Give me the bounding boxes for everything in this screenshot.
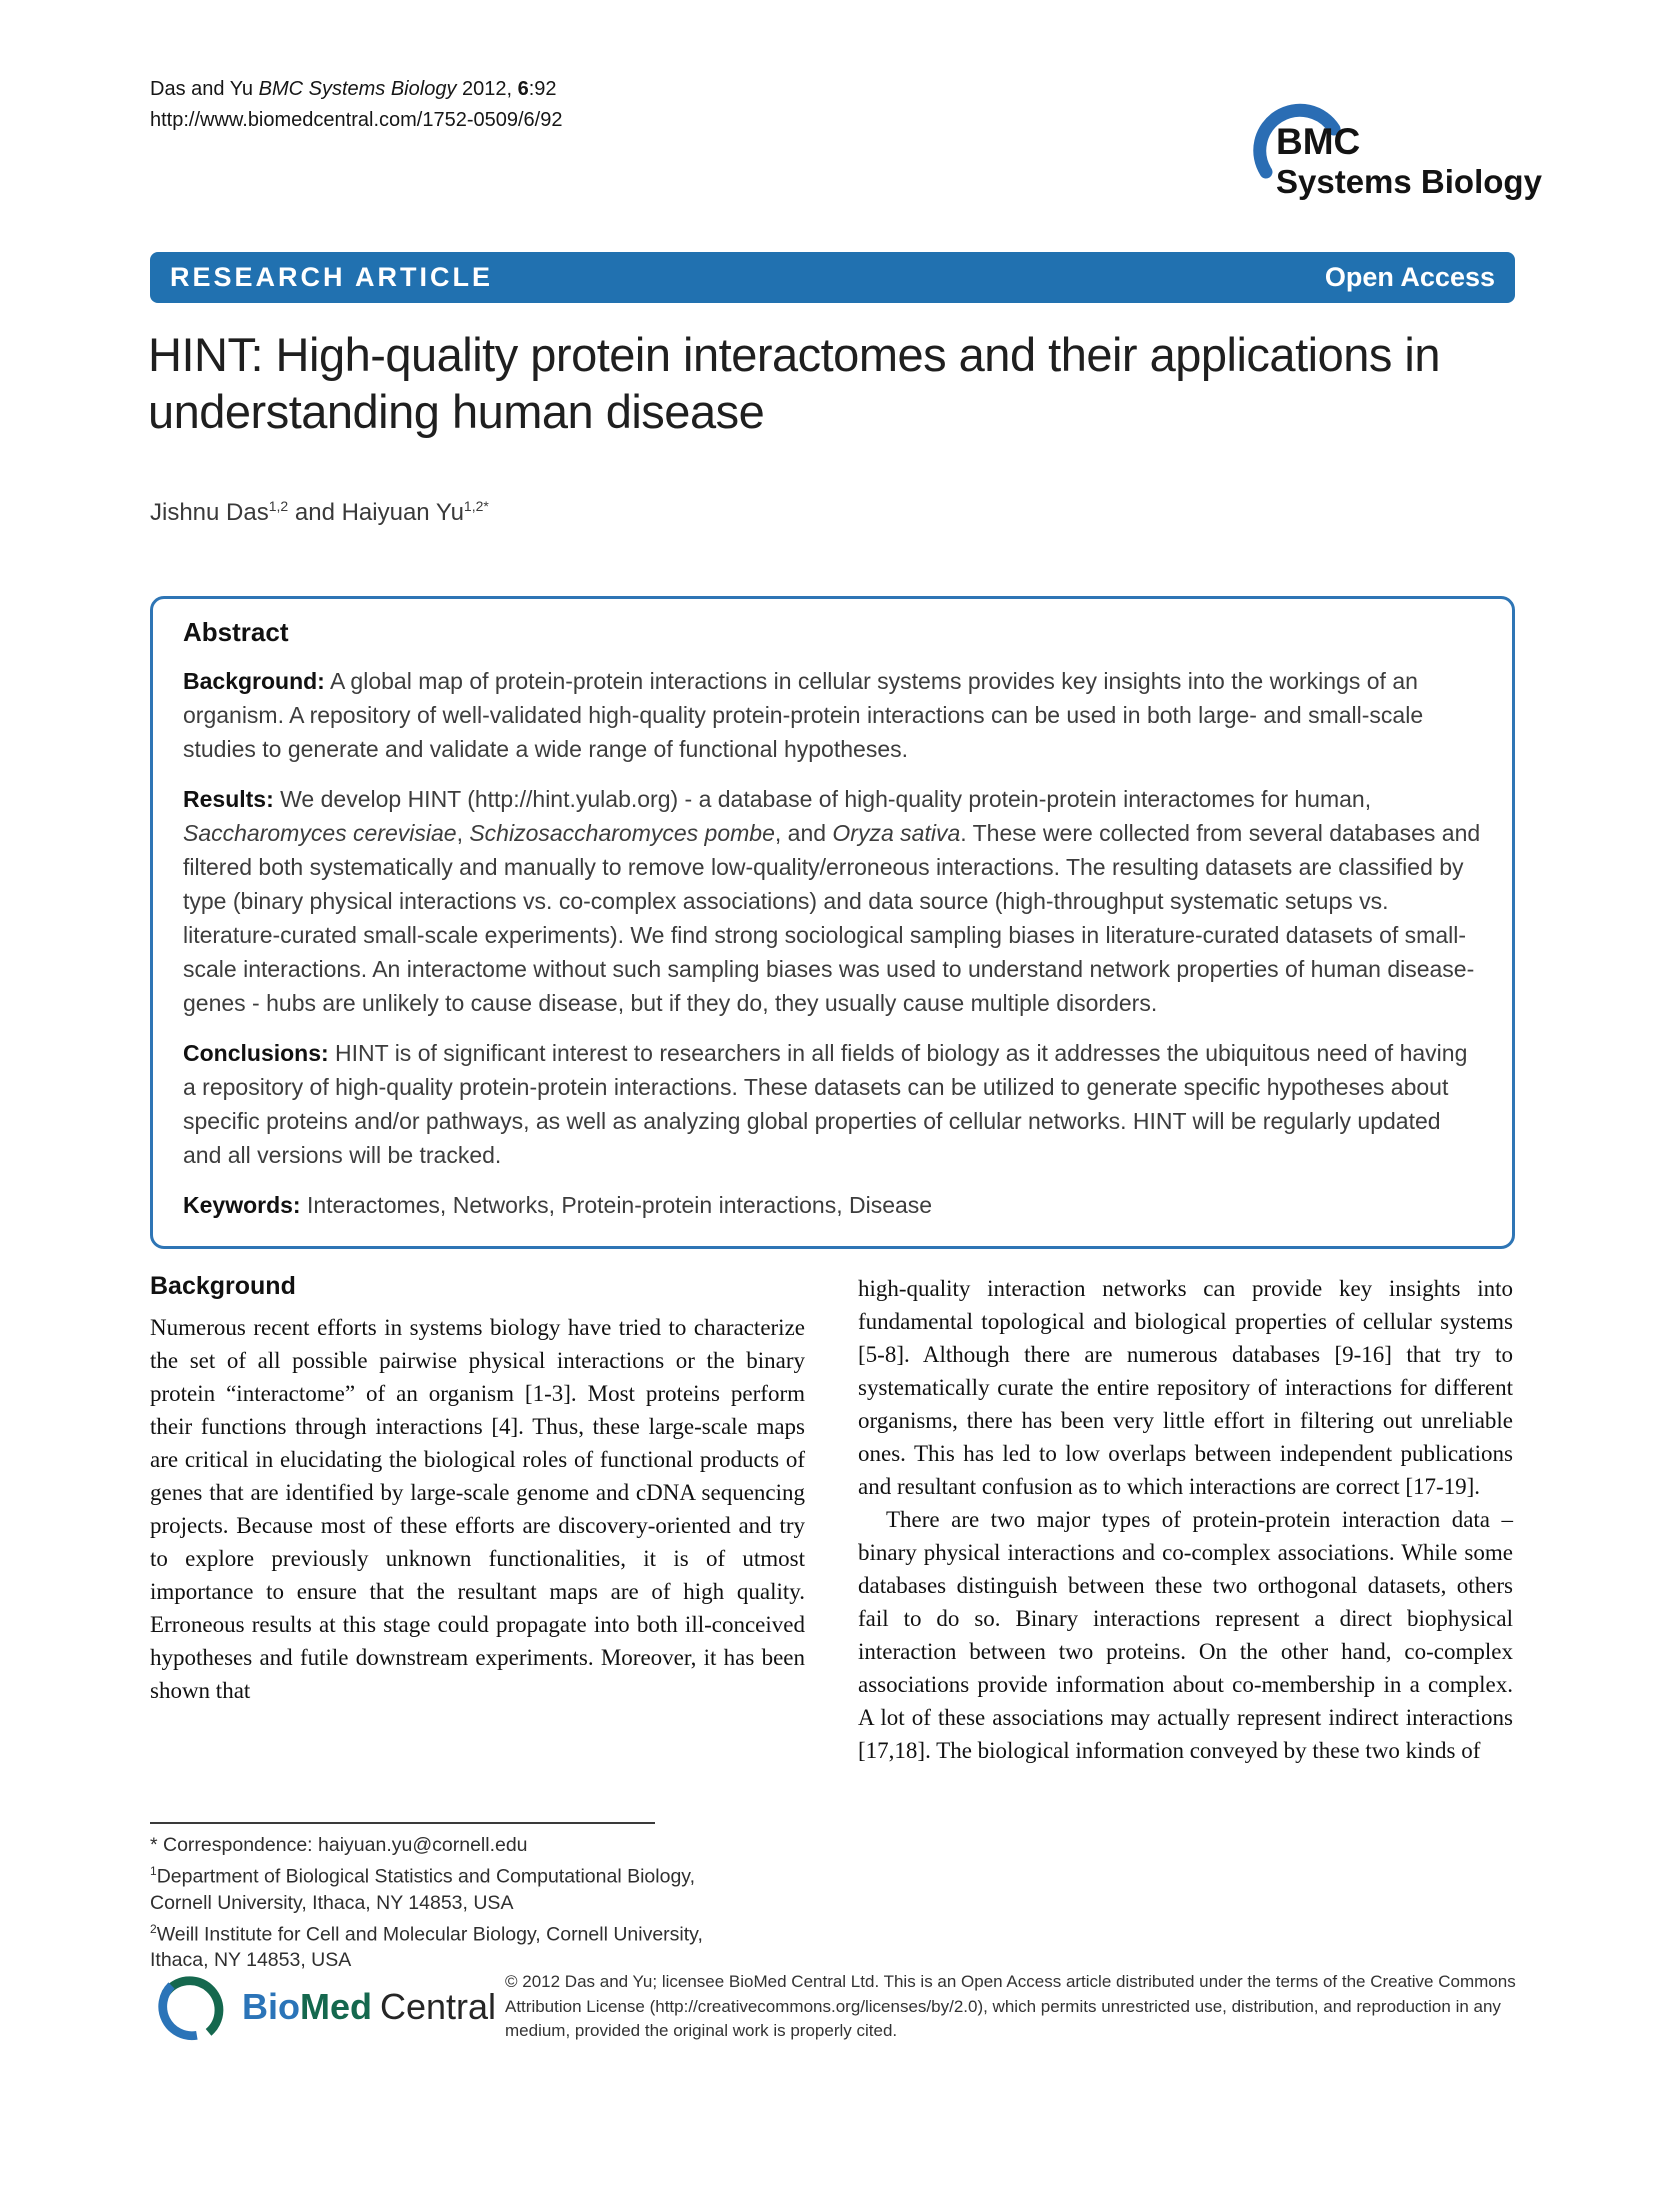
author-2-affiliations: 1,2*	[463, 498, 489, 514]
logo-bio: Bio	[242, 1986, 300, 2027]
biomed-circle-icon	[152, 1968, 230, 2046]
conclusions-label: Conclusions:	[183, 1040, 329, 1066]
article-type-banner	[150, 252, 1515, 303]
background-label: Background:	[183, 668, 325, 694]
abstract-box	[150, 596, 1515, 1249]
citation-journal: BMC Systems Biology	[258, 78, 457, 100]
biomed-central-wordmark	[242, 1986, 496, 2028]
authors-line	[150, 498, 489, 527]
results-label: Results:	[183, 786, 274, 812]
license-text: © 2012 Das and Yu; licensee BioMed Central Ltd. This is an Open Access article distributed under the terms of the Creative Commons Attribution License (http://creativecommons.org/licenses/by/2.0), which permits unrestricted use, distribution, and reproduction in any medium, provided the original work is properly cited.	[505, 1972, 1516, 2040]
right-column	[858, 1272, 1513, 1767]
section-heading-background: Background	[150, 1272, 296, 1300]
abstract-background	[183, 664, 1482, 766]
results-text: We develop HINT (http://hint.yulab.org) - a database of high-quality protein-protein interactomes for human, Saccharomyces cerevisiae, Schizosaccharomyces pombe, and Oryza sativa. These were collected from several databases and filtered both systematically and manually to remove low-quality/erroneous interactions. The resulting datasets are classified by type (binary physical interactions vs. co-complex associations) and data source (high-throughput systematic setups vs. literature-curated small-scale experiments). We find strong sociological sampling biases in literature-curated datasets of small-scale interactions. An interactome without such sampling biases was used to understand network properties of human disease-genes - hubs are unlikely to cause disease, but if they do, they usually cause multiple disorders.	[183, 786, 1481, 1016]
affiliation-1-text: Department of Biological Statistics and Computational Biology, Cornell University, Ithaca, NY 14853, USA	[150, 1865, 696, 1914]
conclusions-text: HINT is of significant interest to researchers in all fields of biology as it addresses the ubiquitous need of having a repository of high-quality protein-protein interactions. These datasets can be utilized to generate specific hypotheses about specific proteins and/or pathways, as well as analyzing global properties of cellular networks. HINT will be regularly updated and all versions will be tracked.	[183, 1040, 1468, 1168]
journal-logo-bmc: BMC	[1276, 121, 1361, 162]
citation-volume: 6	[517, 78, 529, 100]
logo-med: Med	[300, 1986, 372, 2027]
abstract-conclusions	[183, 1036, 1482, 1172]
journal-logo-name: Systems Biology	[1276, 163, 1542, 200]
citation-url: http://www.biomedcentral.com/1752-0509/6/92	[150, 109, 563, 131]
keywords-text: Interactomes, Networks, Protein-protein interactions, Disease	[300, 1192, 933, 1218]
citation-authors: Das and Yu	[150, 78, 259, 100]
journal-logo	[1245, 63, 1545, 213]
keywords-label: Keywords:	[183, 1192, 301, 1218]
affiliation-1-marker: 1	[150, 1864, 157, 1878]
body-paragraph: There are two major types of protein-protein interaction data – binary physical interactions and co-complex associations. While some databases distinguish between these two orthogonal datasets, others fail to do so. Binary interactions represent a direct biophysical interaction between two proteins. On the other hand, co-complex associations provide information about co-membership in a complex. A lot of these associations may actually represent indirect interactions [17,18]. The biological information conveyed by these two kinds of	[858, 1507, 1513, 1763]
abstract-results	[183, 782, 1482, 1020]
biomed-central-logo	[152, 1968, 496, 2046]
affiliation-2	[150, 1916, 750, 1974]
footnotes	[150, 1822, 750, 1973]
citation	[150, 74, 562, 136]
body-paragraph: Numerous recent efforts in systems biology have tried to characterize the set of all possible pairwise physical interactions or the binary protein “interactome” of an organism [1-3]. Most proteins perform their functions through interactions [4]. Thus, these large-scale maps are critical in elucidating the biological roles of functional products of genes that are identified by large-scale genome and cDNA sequencing projects. Because most of these efforts are discovery-oriented and try to explore previously unknown functionalities, it is of utmost importance to ensure that the resultant maps are of high quality. Erroneous results at this stage could propagate into both ill-conceived hypotheses and futile downstream experiments. Moreover, it has been shown that	[150, 1315, 805, 1703]
correspondence-line: * Correspondence: haiyuan.yu@cornell.edu	[150, 1834, 528, 1856]
affiliation-2-text: Weill Institute for Cell and Molecular Biology, Cornell University, Ithaca, NY 14853, USA	[150, 1923, 703, 1971]
abstract-heading: Abstract	[183, 617, 289, 647]
abstract-keywords	[183, 1188, 1482, 1222]
logo-central: Central	[380, 1986, 497, 2027]
author-2: Haiyuan Yu	[341, 499, 464, 526]
citation-year: 2012,	[456, 78, 518, 100]
author-join: and	[288, 499, 342, 526]
background-text: A global map of protein-protein interactions in cellular systems provides key insights into the workings of an organism. A repository of well-validated high-quality protein-protein interactions can be used in both large- and small-scale studies to generate and validate a wide range of functional hypotheses.	[183, 668, 1424, 762]
affiliation-2-marker: 2	[150, 1921, 157, 1936]
open-access-label: Open Access	[1324, 262, 1495, 292]
footnote-divider	[150, 1822, 655, 1824]
citation-line	[150, 74, 562, 105]
left-column	[150, 1272, 805, 1707]
citation-pages: :92	[528, 78, 557, 100]
affiliation-1	[150, 1858, 750, 1916]
article-type-label: RESEARCH ARTICLE	[170, 262, 494, 292]
body-paragraph: high-quality interaction networks can provide key insights into fundamental topological and biological properties of cellular systems [5-8]. Although there are numerous databases [9-16] that try to systematically curate the entire repository of interactions for different organisms, there has been very little effort in filtering out unreliable ones. This has led to low overlaps between independent publications and resultant confusion as to which interactions are correct [17-19].	[858, 1276, 1513, 1499]
article-title: HINT: High-quality protein interactomes and their applications in understanding human disease	[148, 328, 1440, 438]
author-1: Jishnu Das	[150, 499, 269, 526]
author-1-affiliations: 1,2	[268, 498, 289, 514]
